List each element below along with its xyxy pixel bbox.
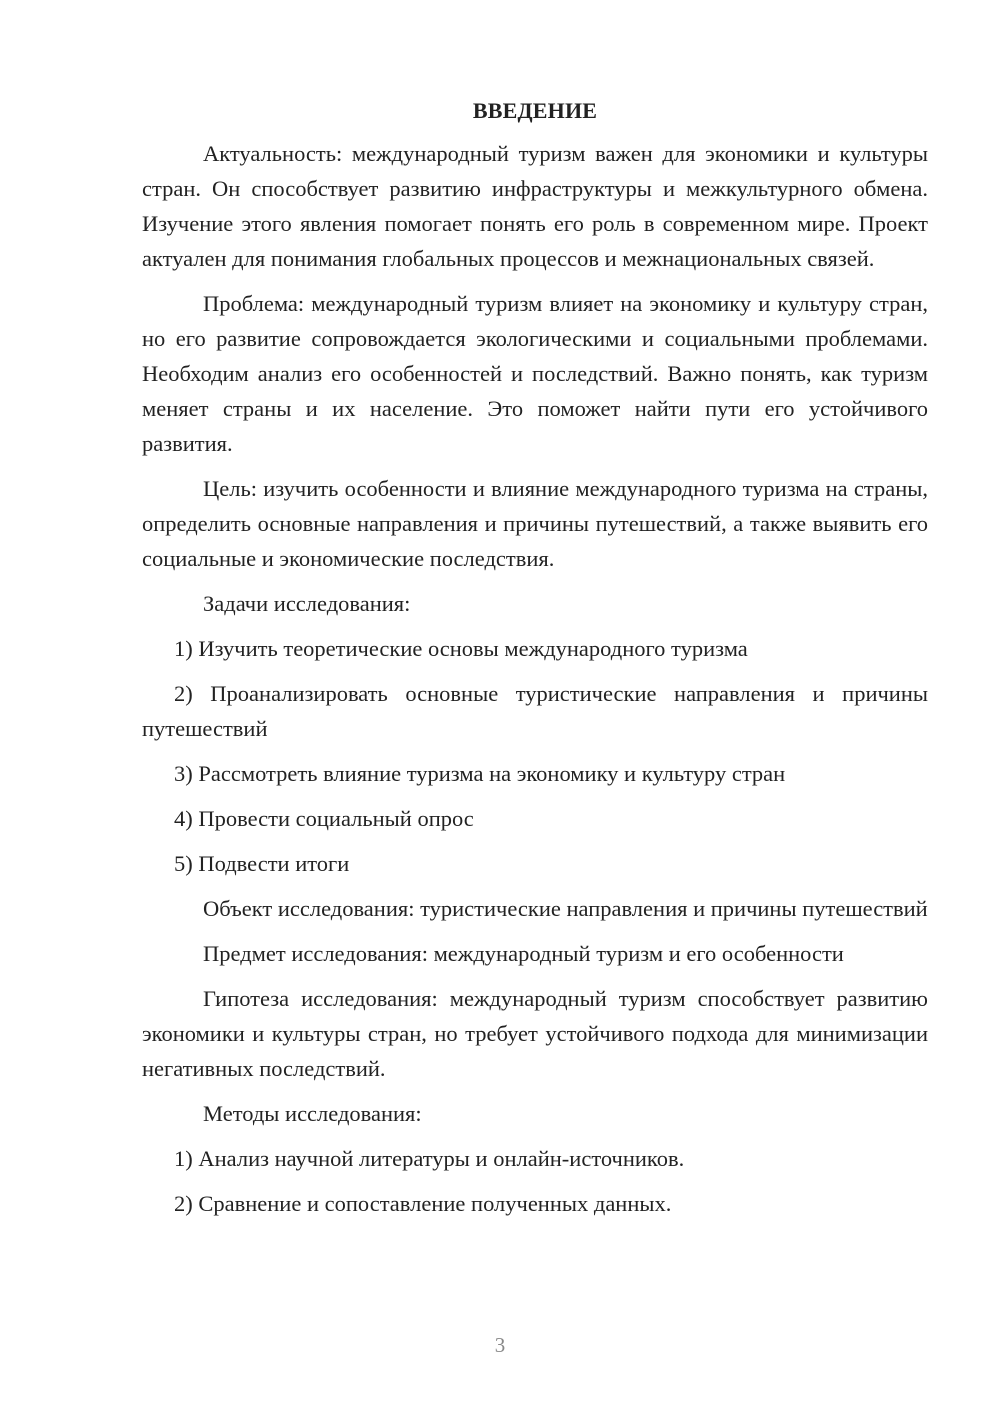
document-page — [142, 96, 928, 1231]
task-item: 4) Провести социальный опрос — [174, 806, 474, 831]
task-item: 3) Рассмотреть влияние туризма на экономику и культуру стран — [174, 761, 786, 786]
goal-paragraph: Цель: изучить особенности и влияние международного туризма на страны, определить основные направления и причины путешествий, а также выявить его социальные и экономические последствия. — [142, 476, 928, 571]
subject-paragraph: Предмет исследования: международный туризм и его особенности — [203, 941, 844, 966]
section-title: ВВЕДЕНИЕ — [472, 98, 598, 123]
page-number: 3 — [494, 1333, 506, 1357]
method-item: 1) Анализ научной литературы и онлайн-источников. — [174, 1146, 685, 1171]
task-item: 1) Изучить теоретические основы международного туризма — [174, 636, 748, 661]
task-item: 2) Проанализировать основные туристические направления и причины путешествий — [142, 681, 928, 741]
tasks-heading: Задачи исследования: — [203, 591, 411, 616]
object-paragraph: Объект исследования: туристические направления и причины путешествий — [203, 896, 928, 921]
problem-paragraph: Проблема: международный туризм влияет на экономику и культуру стран, но его развитие сопровождается экологическими и социальными проблемами. Необходим анализ его особенностей и последствий. Важно понять, как туризм меняет страны и их население. Это поможет найти пути его устойчивого развития. — [142, 291, 928, 456]
hypothesis-paragraph: Гипотеза исследования: международный туризм способствует развитию экономики и культуры стран, но требует устойчивого подхода для минимизации негативных последствий. — [142, 986, 928, 1081]
methods-heading: Методы исследования: — [203, 1101, 422, 1126]
task-item: 5) Подвести итоги — [174, 851, 350, 876]
relevance-paragraph: Актуальность: международный туризм важен для экономики и культуры стран. Он способствует развитию инфраструктуры и межкультурного обмена. Изучение этого явления помогает понять его роль в современном мире. Проект актуален для понимания глобальных процессов и межнациональных связей. — [142, 141, 928, 271]
method-item: 2) Сравнение и сопоставление полученных данных. — [174, 1191, 672, 1216]
